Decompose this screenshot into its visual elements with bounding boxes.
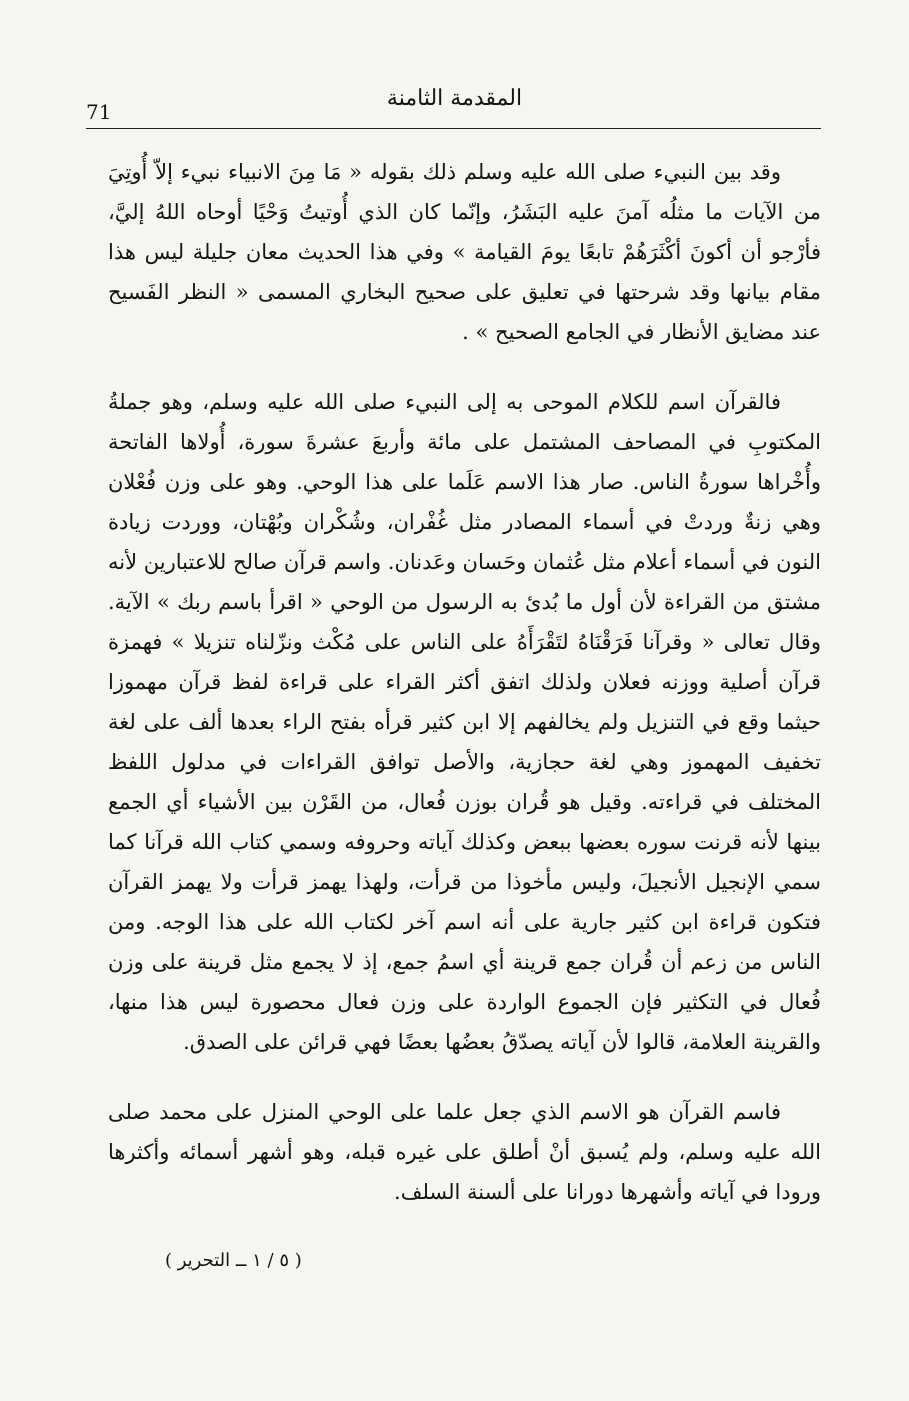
paragraph-quran-name: فاسم القرآن هو الاسم الذي جعل علما على الوحي المنزل على محمد صلى الله عليه وسلم، ولم يُسبق أنْ أطلق على غيره قبله، وهو أشهر أسمائه وأكثرها ورودا في آياته وأشهرها دورانا على ألسنة السلف. <box>108 1100 821 1204</box>
body-text <box>108 152 821 1212</box>
page-number: 71 <box>86 100 112 124</box>
running-header-title: المقدمة الثامنة <box>386 86 523 111</box>
paragraph-hadith: وقد بين النبيء صلى الله عليه وسلم ذلك بقوله « مَا مِنَ الانبياء نبيء إلاّ أُوتِيَ من الآيات ما مثلُه آمنَ عليه البَشَرُ، وإنّما كان الذي أُوتيتُ وَحْيًا أوحاه اللهُ إليَّ، فأرْجو أن أكونَ أكْثَرَهُمْ تابعًا يومَ القيامة » وفي هذا الحديث معان جليلة ليس هذا مقام بيانها وقد شرحتها في تعليق على صحيح البخاري المسمى « النظر الفَسيح عند مضايق الأنظار في الجامع الصحيح » . <box>108 160 821 344</box>
header-divider <box>86 128 821 129</box>
printer-signature-mark: ( ٥ / ١ ــ التحرير ) <box>165 1250 302 1271</box>
paragraph-quran-etymology: فالقرآن اسم للكلام الموحى به إلى النبيء صلى الله عليه وسلم، وهو جملةُ المكتوبِ في المصاحف المشتمل على مائة وأربعَ عشرةَ سورة، أُولاها الفاتحة وأُخْراها سورةُ الناس. صار هذا الاسم عَلَما على هذا الوحي. وهو على وزن فُعْلان وهي زنةٌ وردتْ في أسماء المصادر مثل غُفْران، وشُكْران وبُهْتان، ووردت زيادة النون في أسماء أعلام مثل عُثمان وحَسان وعَدنان. واسم قرآن صالح للاعتبارين لأنه مشتق من القراءة لأن أول ما بُدئ به الرسول من الوحي « اقرأ باسم ربك » الآية. وقال تعالى « وقرآنا فَرَقْنَاهُ لتَقْرَأَهُ على الناس على مُكْث ونزّلناه تنزيلا » فهمزة قرآن أصلية ووزنه فعلان ولذلك اتفق أكثر القراء على قراءة لفظ قرآن مهموزا حيثما وقع في التنزيل ولم يخالفهم إلا ابن كثير قرأه بفتح الراء بعدها ألف على لغة تخفيف المهموز وهي لغة حجازية، والأصل توافق القراءات في مدلول اللفظ المختلف في قراءته. وقيل هو قُران بوزن فُعال، من القَرْن بين الأشياء أي الجمع بينها لأنه قرنت سوره بعضها ببعض وكذلك آياته وحروفه وسمي كتاب الله قرآنا كما سمي الإنجيل الأنجيلَ، وليس مأخوذا من قرأت، ولهذا يهمز قرأت ولا يهمز القرآن فتكون قراءة ابن كثير جارية على أنه اسم آخر لكتاب الله على هذا الوجه. ومن الناس من زعم أن قُران جمع قرينة أي اسمُ جمع، إذ لا يجمع مثل قرينة على وزن فُعال في التكثير فإن الجموع الواردة على وزن فعال محصورة ليس هذا منها، والقرينة العلامة، قالوا لأن آياته يصدّقُ بعضُها بعضًا فهي قرائن على الصدق. <box>108 390 821 1054</box>
